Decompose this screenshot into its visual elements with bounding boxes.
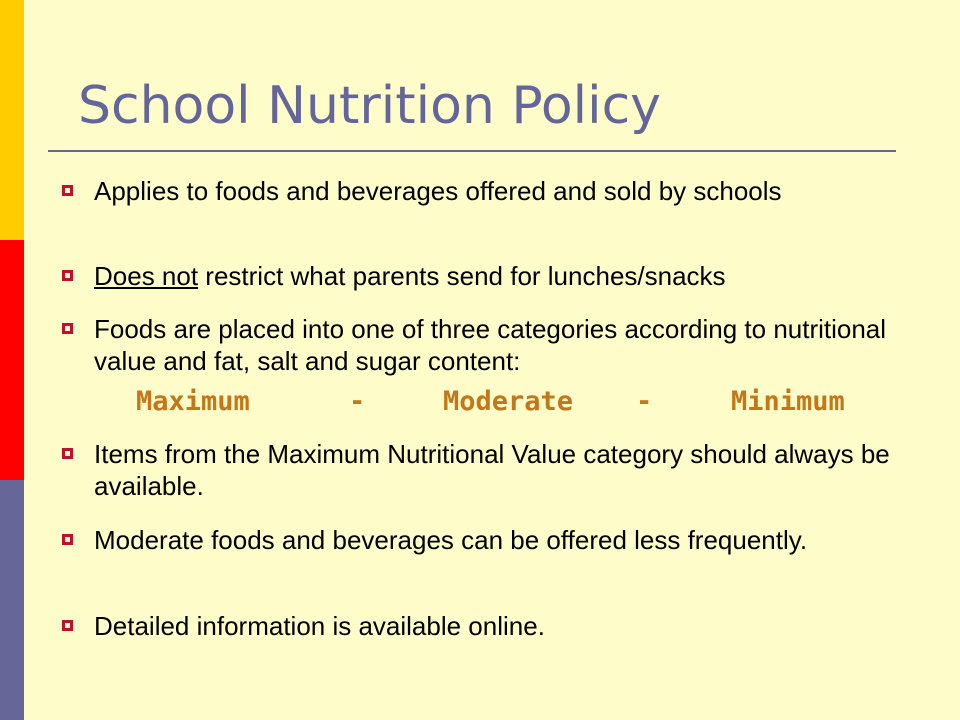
category-separator: - [349,386,366,417]
bullet-text: Moderate foods and beverages can be offered less frequently. [94,525,808,555]
category-line [0,386,960,422]
bullet-emphasis: Does not [94,261,199,291]
bullet-text: restrict what parents send for lunches/snacks [198,261,726,291]
slide-title: School Nutrition Policy [78,76,661,136]
bullet-text: Items from the Maximum Nutritional Value category should always be available. [94,439,890,501]
bullet-item [62,610,902,642]
bullet-item [62,524,902,556]
bullet-text: Detailed information is available online. [94,611,545,641]
bullet-text-wrap [94,260,902,292]
bullet-item [62,175,902,207]
square-bullet-icon [62,270,73,281]
square-bullet-icon [62,534,73,545]
square-bullet-icon [62,323,73,334]
square-bullet-icon [62,185,73,196]
bullet-item [62,313,902,377]
bullet-item [62,438,902,502]
bullet-text: Foods are placed into one of three categories according to nutritional value and fat, salt and sugar content: [94,314,887,376]
category-separator: - [636,386,653,417]
category-minimum: Minimum [731,386,845,417]
square-bullet-icon [62,448,73,459]
bullet-text: Applies to foods and beverages offered and sold by schools [94,176,782,206]
square-bullet-icon [62,620,73,631]
category-maximum: Maximum [136,386,250,417]
category-moderate: Moderate [443,386,574,417]
bullet-item [62,260,902,292]
